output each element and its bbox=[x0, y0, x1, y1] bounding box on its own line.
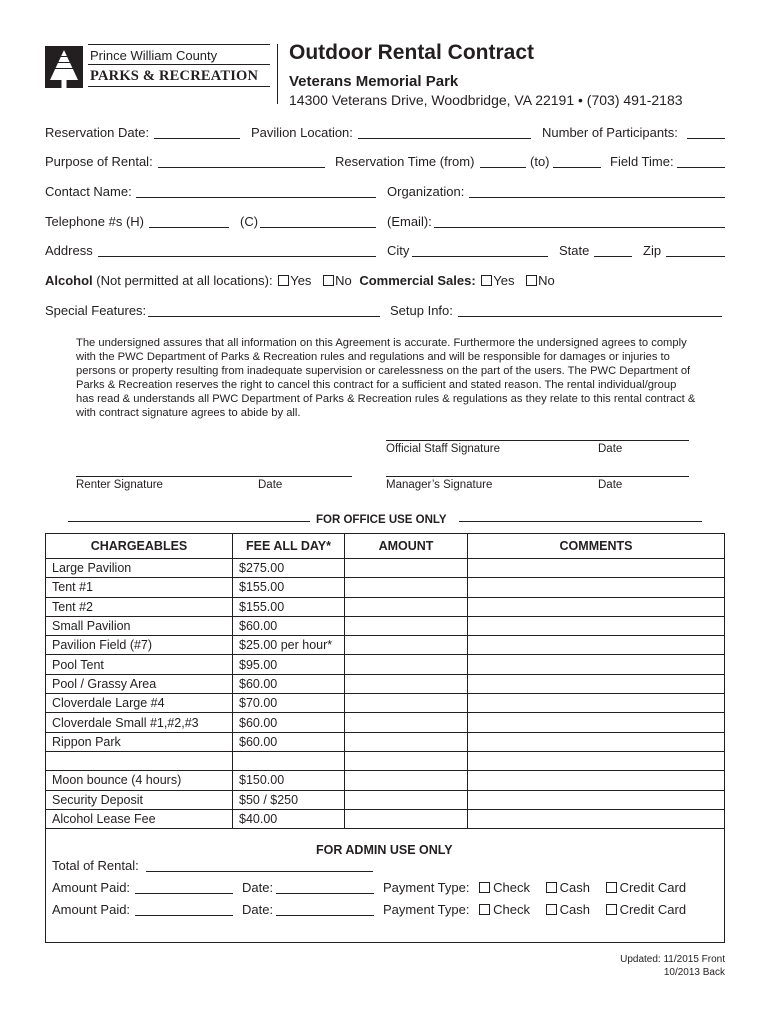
total-rental-label: Total of Rental: bbox=[52, 858, 139, 873]
time-from-field[interactable] bbox=[480, 155, 526, 168]
comments-cell[interactable] bbox=[468, 559, 725, 578]
zip-label: Zip bbox=[643, 243, 662, 258]
contact-name-label: Contact Name: bbox=[45, 184, 132, 199]
payment-row-1 bbox=[383, 880, 686, 896]
time-from-label: Reservation Time (from) bbox=[335, 154, 475, 169]
date-label-1: Date: bbox=[242, 880, 274, 895]
comments-cell[interactable] bbox=[468, 636, 725, 655]
office-rule-right bbox=[459, 521, 702, 522]
pavilion-location-label: Pavilion Location: bbox=[251, 125, 353, 140]
fee-cell: $60.00 bbox=[233, 713, 345, 732]
official-staff-signature-line[interactable] bbox=[386, 440, 689, 441]
table-row bbox=[46, 790, 725, 809]
fee-cell: $95.00 bbox=[233, 655, 345, 674]
chargeable-cell: Moon bounce (4 hours) bbox=[46, 771, 233, 790]
logo-rule-top bbox=[88, 44, 270, 45]
chargeable-cell: Cloverdale Large #4 bbox=[46, 694, 233, 713]
official-staff-date-label: Date bbox=[598, 443, 623, 455]
alcohol-note: (Not permitted at all locations): bbox=[96, 273, 273, 288]
cash-checkbox-1[interactable] bbox=[546, 882, 557, 893]
fees-table bbox=[45, 533, 725, 829]
commercial-yes-checkbox[interactable] bbox=[481, 275, 492, 286]
alcohol-row bbox=[45, 273, 555, 289]
setup-info-field[interactable] bbox=[458, 304, 722, 317]
chargeable-cell: Pool Tent bbox=[46, 655, 233, 674]
fee-cell: $275.00 bbox=[233, 559, 345, 578]
state-field[interactable] bbox=[594, 244, 632, 257]
amount-cell[interactable] bbox=[345, 674, 468, 693]
amount-cell[interactable] bbox=[345, 655, 468, 674]
amount-cell[interactable] bbox=[345, 597, 468, 616]
alcohol-yes-label: Yes bbox=[290, 273, 312, 288]
payment-type-label-2: Payment Type: bbox=[383, 902, 470, 917]
amount-cell[interactable] bbox=[345, 771, 468, 790]
contact-name-field[interactable] bbox=[136, 185, 376, 198]
comments-cell[interactable] bbox=[468, 694, 725, 713]
telephone-home-label: Telephone #s (H) bbox=[45, 214, 144, 229]
check-checkbox-2[interactable] bbox=[479, 904, 490, 915]
table-row bbox=[46, 809, 725, 828]
cash-checkbox-2[interactable] bbox=[546, 904, 557, 915]
manager-signature-label: Manager’s Signature bbox=[386, 479, 493, 491]
chargeable-cell: Pool / Grassy Area bbox=[46, 674, 233, 693]
table-row bbox=[46, 616, 725, 635]
logo-rule-bottom bbox=[88, 86, 270, 87]
header-divider bbox=[277, 44, 278, 104]
table-row bbox=[46, 655, 725, 674]
park-name: Veterans Memorial Park bbox=[289, 73, 459, 90]
chargeable-cell: Security Deposit bbox=[46, 790, 233, 809]
page-title: Outdoor Rental Contract bbox=[289, 41, 534, 64]
fee-cell: $60.00 bbox=[233, 674, 345, 693]
admin-heading: FOR ADMIN USE ONLY bbox=[316, 843, 453, 857]
department-name: PARKS & RECREATION bbox=[90, 68, 259, 84]
commercial-no-checkbox[interactable] bbox=[526, 275, 537, 286]
telephone-cell-field[interactable] bbox=[260, 215, 376, 228]
city-label: City bbox=[387, 243, 410, 258]
amount-cell[interactable] bbox=[345, 732, 468, 751]
comments-cell[interactable] bbox=[468, 751, 725, 770]
col-header-chargeables: CHARGEABLES bbox=[46, 534, 233, 559]
special-features-field[interactable] bbox=[148, 304, 380, 317]
reservation-date-label: Reservation Date: bbox=[45, 125, 150, 140]
fee-cell: $50 / $250 bbox=[233, 790, 345, 809]
field-time-label: Field Time: bbox=[610, 154, 674, 169]
chargeable-cell: Rippon Park bbox=[46, 732, 233, 751]
alcohol-label: Alcohol bbox=[45, 273, 93, 288]
footer-line-1: Updated: 11/2015 Front bbox=[620, 954, 725, 965]
official-staff-signature-label: Official Staff Signature bbox=[386, 443, 501, 455]
credit-card-label-2: Credit Card bbox=[619, 902, 687, 917]
alcohol-yes-checkbox[interactable] bbox=[278, 275, 289, 286]
comments-cell[interactable] bbox=[468, 655, 725, 674]
col-header-amount: AMOUNT bbox=[345, 534, 468, 559]
fee-cell: $155.00 bbox=[233, 597, 345, 616]
table-header-row bbox=[46, 534, 725, 559]
footer-updated bbox=[620, 953, 725, 979]
amount-cell[interactable] bbox=[345, 751, 468, 770]
col-header-comments: COMMENTS bbox=[468, 534, 725, 559]
date-label-2: Date: bbox=[242, 902, 274, 917]
table-row bbox=[46, 674, 725, 693]
city-field[interactable] bbox=[412, 244, 548, 257]
check-label-1: Check bbox=[493, 880, 530, 895]
manager-signature-line[interactable] bbox=[386, 476, 689, 477]
chargeable-cell: Tent #2 bbox=[46, 597, 233, 616]
time-to-label: (to) bbox=[530, 154, 550, 169]
park-address: 14300 Veterans Drive, Woodbridge, VA 22191 • (703) 491-2183 bbox=[289, 92, 683, 108]
chargeable-cell: Tent #1 bbox=[46, 578, 233, 597]
alcohol-no-label: No bbox=[335, 273, 352, 288]
amount-cell[interactable] bbox=[345, 694, 468, 713]
table-row bbox=[46, 694, 725, 713]
comments-cell[interactable] bbox=[468, 790, 725, 809]
fee-cell: $70.00 bbox=[233, 694, 345, 713]
field-time-field[interactable] bbox=[677, 155, 725, 168]
zip-field[interactable] bbox=[666, 244, 725, 257]
comments-cell[interactable] bbox=[468, 732, 725, 751]
payment-row-2 bbox=[383, 902, 686, 918]
comments-cell[interactable] bbox=[468, 771, 725, 790]
reservation-date-field[interactable] bbox=[154, 126, 240, 139]
table-row bbox=[46, 636, 725, 655]
renter-date-label: Date bbox=[258, 479, 283, 491]
table-row bbox=[46, 771, 725, 790]
amount-cell[interactable] bbox=[345, 636, 468, 655]
amount-paid-field-2[interactable] bbox=[135, 903, 233, 916]
credit-card-checkbox-1[interactable] bbox=[606, 882, 617, 893]
payment-type-label-1: Payment Type: bbox=[383, 880, 470, 895]
chargeable-cell: Cloverdale Small #1,#2,#3 bbox=[46, 713, 233, 732]
county-name: Prince William County bbox=[90, 48, 218, 63]
table-row bbox=[46, 559, 725, 578]
amount-cell[interactable] bbox=[345, 578, 468, 597]
special-features-label: Special Features: bbox=[45, 303, 147, 318]
check-checkbox-1[interactable] bbox=[479, 882, 490, 893]
participants-label: Number of Participants: bbox=[542, 125, 678, 140]
comments-cell[interactable] bbox=[468, 674, 725, 693]
fee-cell: $150.00 bbox=[233, 771, 345, 790]
commercial-sales-label: Commercial Sales: bbox=[359, 273, 476, 288]
amount-cell[interactable] bbox=[345, 616, 468, 635]
chargeable-cell: Small Pavilion bbox=[46, 616, 233, 635]
commercial-no-label: No bbox=[538, 273, 555, 288]
office-use-heading: FOR OFFICE USE ONLY bbox=[316, 514, 447, 526]
tree-logo-icon bbox=[45, 46, 83, 88]
comments-cell[interactable] bbox=[468, 578, 725, 597]
email-field[interactable] bbox=[434, 215, 725, 228]
address-label: Address bbox=[45, 243, 93, 258]
credit-card-label-1: Credit Card bbox=[619, 880, 687, 895]
agreement-text: The undersigned assures that all information on this Agreement is accurate. Furthermore the undersigned agrees to comply with the PWC Department of Parks & Recreation rules and regulations and will be responsible for damages or injuries to persons or property resulting from inadequate supervision or carelessness on the part of the users. The PWC Department of Parks & Recreation reserves the right to cancel this contract for a sufficient and stated reason. The rental individual/group has read & understands all PWC Department of Parks & Recreation rules & regulations as they relate to this rental contract & with contract signature agrees to abide by all. bbox=[76, 337, 696, 419]
manager-date-label: Date bbox=[598, 479, 623, 491]
fee-cell: $25.00 per hour* bbox=[233, 636, 345, 655]
email-label: (Email): bbox=[387, 214, 432, 229]
table-row bbox=[46, 713, 725, 732]
cash-label-1: Cash bbox=[559, 880, 590, 895]
chargeable-cell bbox=[46, 751, 233, 770]
comments-cell[interactable] bbox=[468, 616, 725, 635]
cash-label-2: Cash bbox=[559, 902, 590, 917]
logo-rule-mid bbox=[88, 64, 270, 65]
comments-cell[interactable] bbox=[468, 597, 725, 616]
purpose-label: Purpose of Rental: bbox=[45, 154, 153, 169]
alcohol-no-checkbox[interactable] bbox=[323, 275, 334, 286]
office-rule-left bbox=[68, 521, 310, 522]
fee-cell: $155.00 bbox=[233, 578, 345, 597]
amount-cell[interactable] bbox=[345, 790, 468, 809]
fee-cell: $40.00 bbox=[233, 809, 345, 828]
comments-cell[interactable] bbox=[468, 713, 725, 732]
amount-paid-field-1[interactable] bbox=[135, 881, 233, 894]
date-field-1[interactable] bbox=[276, 881, 374, 894]
state-label: State bbox=[559, 243, 590, 258]
fee-cell: $60.00 bbox=[233, 616, 345, 635]
table-row bbox=[46, 732, 725, 751]
time-to-field[interactable] bbox=[553, 155, 601, 168]
renter-signature-line[interactable] bbox=[76, 476, 352, 477]
comments-cell[interactable] bbox=[468, 809, 725, 828]
commercial-yes-label: Yes bbox=[493, 273, 515, 288]
check-label-2: Check bbox=[493, 902, 530, 917]
table-row bbox=[46, 578, 725, 597]
amount-cell[interactable] bbox=[345, 713, 468, 732]
footer-line-2: 10/2013 Back bbox=[663, 967, 725, 978]
table-row bbox=[46, 597, 725, 616]
chargeable-cell: Large Pavilion bbox=[46, 559, 233, 578]
amount-cell[interactable] bbox=[345, 559, 468, 578]
table-row bbox=[46, 751, 725, 770]
renter-signature-label: Renter Signature bbox=[76, 479, 163, 491]
address-field[interactable] bbox=[98, 244, 376, 257]
amount-paid-label-2: Amount Paid: bbox=[52, 902, 131, 917]
participants-field[interactable] bbox=[687, 126, 725, 139]
organization-label: Organization: bbox=[387, 184, 465, 199]
col-header-fee: FEE ALL DAY* bbox=[233, 534, 345, 559]
amount-cell[interactable] bbox=[345, 809, 468, 828]
fee-cell bbox=[233, 751, 345, 770]
telephone-cell-label: (C) bbox=[240, 214, 259, 229]
credit-card-checkbox-2[interactable] bbox=[606, 904, 617, 915]
telephone-home-field[interactable] bbox=[149, 215, 229, 228]
purpose-field[interactable] bbox=[158, 155, 325, 168]
organization-field[interactable] bbox=[469, 185, 725, 198]
chargeable-cell: Alcohol Lease Fee bbox=[46, 809, 233, 828]
chargeable-cell: Pavilion Field (#7) bbox=[46, 636, 233, 655]
date-field-2[interactable] bbox=[276, 903, 374, 916]
setup-info-label: Setup Info: bbox=[390, 303, 453, 318]
amount-paid-label-1: Amount Paid: bbox=[52, 880, 131, 895]
pavilion-location-field[interactable] bbox=[358, 126, 531, 139]
fee-cell: $60.00 bbox=[233, 732, 345, 751]
total-rental-field[interactable] bbox=[146, 859, 373, 872]
